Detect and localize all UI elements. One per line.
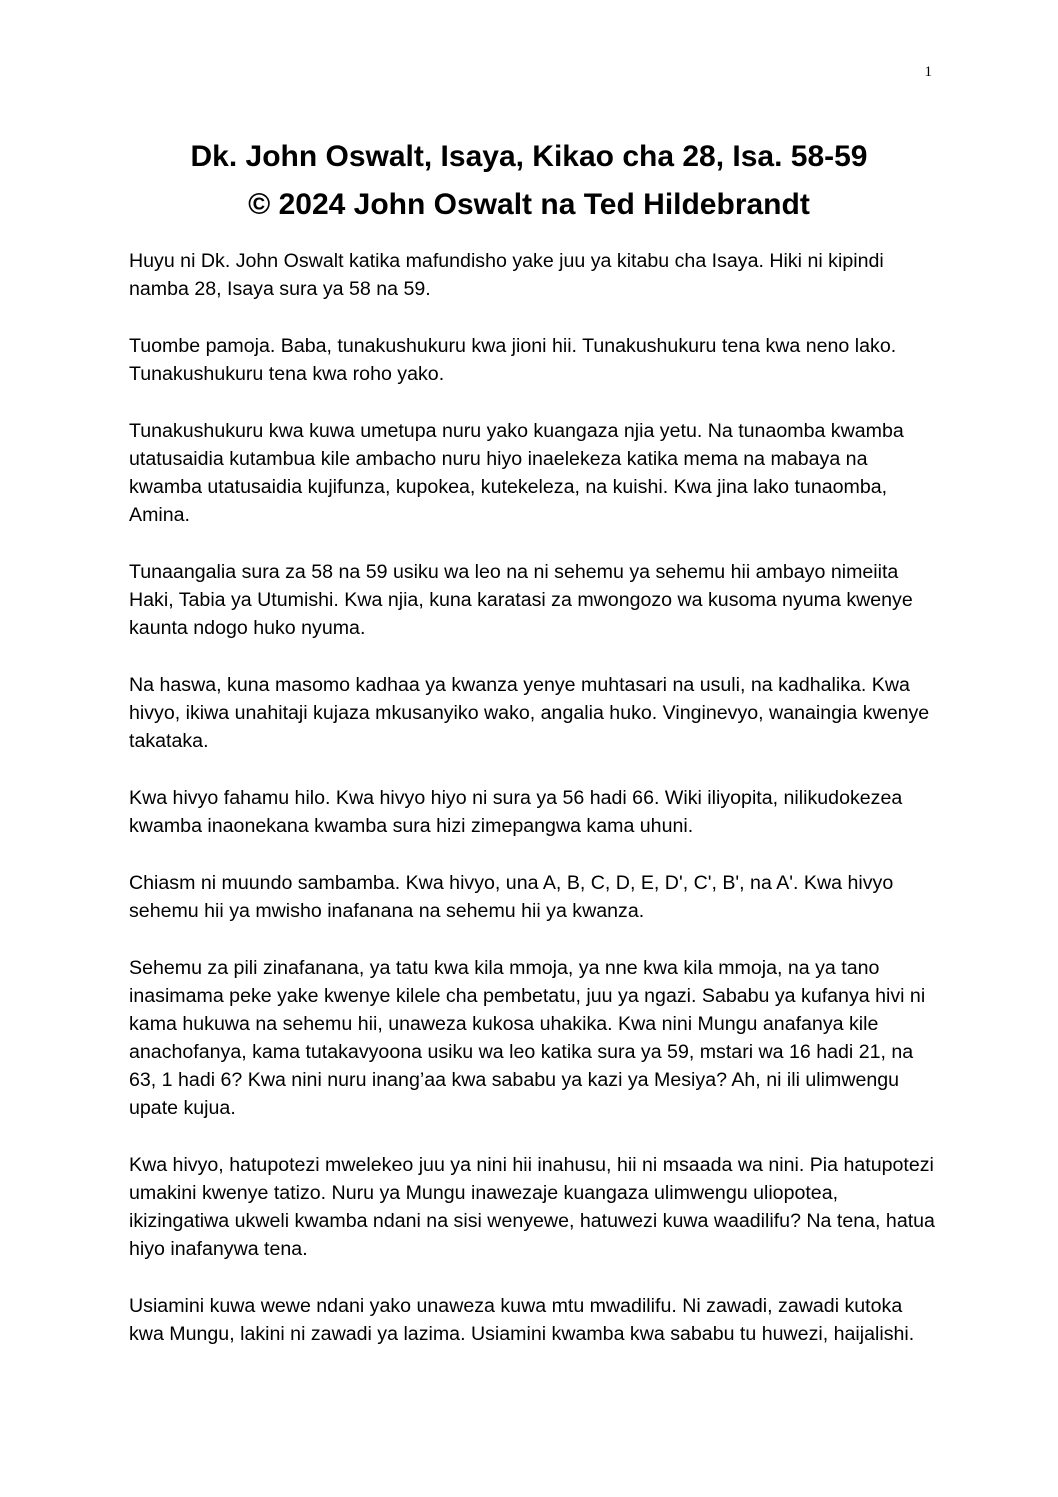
paragraph-3: Tunakushukuru kwa kuwa umetupa nuru yako kuangaza njia yetu. Na tunaomba kwamba utatusaidia kutambua kile ambacho nuru hiyo inaelekeza katika mema na mabaya na kwamba utatusaidia kujifunza, kupokea, kutekeleza, na kuishi. Kwa jina lako tunaomba, Amina. bbox=[129, 420, 904, 526]
document-body bbox=[129, 247, 935, 1377]
paragraph-2: Tuombe pamoja. Baba, tunakushukuru kwa jioni hii. Tunakushukuru tena kwa neno lako. Tunakushukuru tena kwa roho yako. bbox=[129, 335, 897, 385]
paragraph-9: Kwa hivyo, hatupotezi mwelekeo juu ya nini hii inahusu, hii ni msaada wa nini. Pia hatupotezi umakini kwenye tatizo. Nuru ya Mungu inawezaje kuangaza ulimwengu uliopotea, ikizingatiwa ukweli kwamba ndani na sisi wenyewe, hatuwezi kuwa waadilifu? Na tena, hatua hiyo inafanywa tena. bbox=[129, 1154, 935, 1260]
title-line-2: © 2024 John Oswalt na Ted Hildebrandt bbox=[248, 188, 810, 221]
page-number: 1 bbox=[924, 64, 932, 80]
title-line-1: Dk. John Oswalt, Isaya, Kikao cha 28, Isa. 58-59 bbox=[190, 140, 868, 173]
paragraph-7: Chiasm ni muundo sambamba. Kwa hivyo, una A, B, C, D, E, D', C', B', na A'. Kwa hivyo sehemu hii ya mwisho inafanana na sehemu hii ya kwanza. bbox=[129, 872, 894, 922]
page-title bbox=[0, 133, 1058, 229]
paragraph-1: Huyu ni Dk. John Oswalt katika mafundisho yake juu ya kitabu cha Isaya. Hiki ni kipindi namba 28, Isaya sura ya 58 na 59. bbox=[129, 250, 884, 300]
paragraph-8: Sehemu za pili zinafanana, ya tatu kwa kila mmoja, ya nne kwa kila mmoja, na ya tano inasimama peke yake kwenye kilele cha pembetatu, juu ya ngazi. Sababu ya kufanya hivi ni kama hukuwa na sehemu hii, unaweza kukosa uhakika. Kwa nini Mungu anafanya kile anachofanya, kama tutakavyoona usiku wa leo katika sura ya 59, mstari wa 16 hadi 21, na 63, 1 hadi 6? Kwa nini nuru inang’aa kwa sababu ya kazi ya Mesiya? Ah, ni ili ulimwengu upate kujua. bbox=[129, 957, 926, 1119]
paragraph-6: Kwa hivyo fahamu hilo. Kwa hivyo hiyo ni sura ya 56 hadi 66. Wiki iliyopita, nilikudokezea kwamba inaonekana kwamba sura hizi zimepangwa kama uhuni. bbox=[129, 787, 903, 837]
paragraph-5: Na haswa, kuna masomo kadhaa ya kwanza yenye muhtasari na usuli, na kadhalika. Kwa hivyo, ikiwa unahitaji kujaza mkusanyiko wako, angalia huko. Vinginevyo, wanaingia kwenye takataka. bbox=[129, 674, 930, 752]
paragraph-10: Usiamini kuwa wewe ndani yako unaweza kuwa mtu mwadilifu. Ni zawadi, zawadi kutoka kwa Mungu, lakini ni zawadi ya lazima. Usiamini kwamba kwa sababu tu huwezi, haijalishi. bbox=[129, 1295, 915, 1345]
paragraph-4: Tunaangalia sura za 58 na 59 usiku wa leo na ni sehemu ya sehemu hii ambayo nimeiita Haki, Tabia ya Utumishi. Kwa njia, kuna karatasi za mwongozo wa kusoma nyuma kwenye kaunta ndogo huko nyuma. bbox=[129, 561, 913, 639]
